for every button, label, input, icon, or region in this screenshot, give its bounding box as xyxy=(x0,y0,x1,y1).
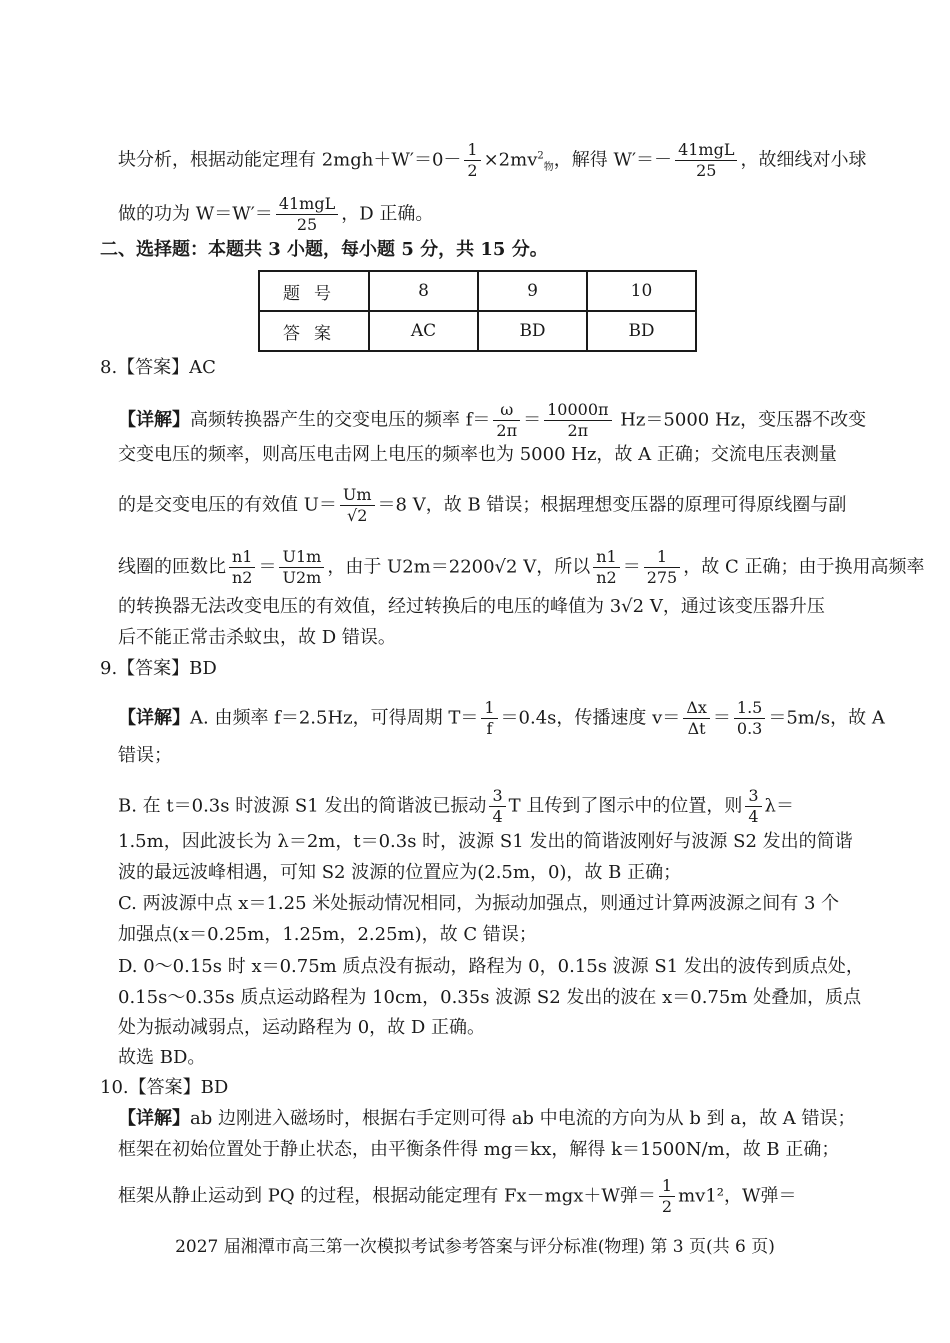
text-line: 的转换器无法改变电压的有效值，经过转换后的电压的峰值为 3√2 V，通过该变压器升压 xyxy=(118,596,825,617)
text-segment: ＝ xyxy=(712,707,731,729)
superscript: 2 xyxy=(537,150,544,162)
text-line xyxy=(118,1176,797,1217)
subscript: 物 xyxy=(543,162,554,174)
fraction xyxy=(675,140,737,181)
text-segment: 框架从静止运动到 PQ 的过程，根据动能定理有 Fx－mgx＋W弹＝ xyxy=(118,1185,656,1207)
text-segment: mv1²，W弹＝ xyxy=(678,1185,797,1207)
text-line xyxy=(118,485,846,526)
fraction-denominator: U2m xyxy=(282,568,322,587)
fraction xyxy=(464,140,480,181)
fraction-denominator: 2 xyxy=(467,161,478,180)
text-segment: A. 由频率 f＝2.5Hz，可得周期 T＝ xyxy=(190,707,479,729)
text-line: 框架在初始位置处于静止状态，由平衡条件得 mg＝kx，解得 k＝1500N/m，故 B 正确； xyxy=(118,1139,840,1160)
fraction-denominator: Δt xyxy=(687,719,706,738)
fraction xyxy=(659,1176,675,1217)
fraction-numerator: 41mgL xyxy=(675,140,737,161)
explanation-label: 【详解】 xyxy=(118,409,190,431)
fraction-denominator: √2 xyxy=(347,506,368,525)
fraction-numerator: 1 xyxy=(644,547,681,568)
fraction xyxy=(683,698,710,739)
fraction-numerator: U1m xyxy=(279,547,324,568)
text-line: 0.15s～0.35s 质点运动路程为 10cm，0.35s 波源 S2 发出的波在 x＝0.75m 处叠加，质点 xyxy=(118,987,862,1008)
table-cell: 8 xyxy=(369,271,478,311)
table-row xyxy=(259,311,696,351)
table-row xyxy=(259,271,696,311)
text-segment: ，故细线对小球 xyxy=(740,149,867,171)
fraction-denominator: f xyxy=(486,719,493,738)
text-segment: T 且传到了图示中的位置，则 xyxy=(508,795,743,817)
text-line xyxy=(118,1107,856,1131)
text-segment: ＝ xyxy=(622,556,641,578)
fraction-numerator: 1 xyxy=(464,140,480,161)
explanation-label: 【详解】 xyxy=(118,707,190,729)
fraction xyxy=(745,786,761,827)
fraction xyxy=(276,194,338,235)
fraction-numerator: 41mgL xyxy=(276,194,338,215)
page-footer: 2027 届湘潭市高三第一次模拟考试参考答案与评分标准(物理) 第 3 页(共 6 页) xyxy=(175,1237,775,1257)
text-segment: ＝ xyxy=(258,556,277,578)
fraction-numerator: n1 xyxy=(229,547,255,568)
fraction-numerator: n1 xyxy=(593,547,619,568)
fraction xyxy=(734,698,765,739)
text-line: C. 两波源中点 x＝1.25 米处振动情况相同，为振动加强点，则通过计算两波源之间有 3 个 xyxy=(118,893,840,914)
fraction-denominator: 25 xyxy=(696,161,717,180)
fraction xyxy=(229,547,255,588)
text-line: 交变电压的频率，则高压电击网上电压的频率也为 5000 Hz，故 A 正确；交流电压表测量 xyxy=(118,444,837,465)
fraction xyxy=(593,547,619,588)
fraction xyxy=(544,400,611,441)
fraction-numerator: ω xyxy=(493,400,520,421)
text-line xyxy=(118,698,885,739)
question-10-answer: 10.【答案】BD xyxy=(100,1077,229,1098)
table-cell: AC xyxy=(369,311,478,351)
table-cell: 10 xyxy=(587,271,696,311)
table-header-cell: 题号 xyxy=(259,271,369,311)
table-header-cell: 答案 xyxy=(259,311,369,351)
text-segment: 线圈的匝数比 xyxy=(118,556,226,578)
text-segment: B. 在 t＝0.3s 时波源 S1 发出的简谐波已振动 xyxy=(118,795,487,817)
fraction xyxy=(493,400,520,441)
fraction xyxy=(279,547,324,588)
fraction-numerator: 3 xyxy=(745,786,761,807)
question-9-answer: 9.【答案】BD xyxy=(100,658,217,679)
text-line: 处为振动减弱点，运动路程为 0，故 D 正确。 xyxy=(118,1017,486,1038)
fraction-denominator: 275 xyxy=(646,568,678,587)
fraction-numerator: 1 xyxy=(481,698,497,719)
text-segment: ，D 正确。 xyxy=(341,203,434,225)
text-segment: 做的功为 W＝W′＝ xyxy=(118,203,273,225)
text-line: 波的最远波峰相遇，可知 S2 波源的位置应为(2.5m，0)，故 B 正确； xyxy=(118,862,682,883)
text-segment: ＝ xyxy=(523,409,542,431)
text-segment: 的是交变电压的有效值 U＝ xyxy=(118,494,337,516)
text-segment: ，故 C 正确；由于换用高频率 xyxy=(683,556,925,578)
text-segment: ，解得 W′＝－ xyxy=(553,149,673,171)
fraction-denominator: 0.3 xyxy=(736,719,763,738)
fraction-denominator: 2π xyxy=(496,421,518,440)
table-cell: BD xyxy=(478,311,587,351)
text-line: 1.5m，因此波长为 λ＝2m，t＝0.3s 时，波源 S1 发出的简谐波刚好与波源 S2 发出的简谐 xyxy=(118,831,853,852)
text-line xyxy=(118,400,866,441)
fraction xyxy=(340,485,375,526)
text-segment: ＝0.4s，传播速度 v＝ xyxy=(500,707,681,729)
fraction-numerator: 1.5 xyxy=(734,698,765,719)
fraction-numerator: Um xyxy=(340,485,375,506)
fraction xyxy=(644,547,681,588)
text-line: 加强点(x＝0.25m，1.25m，2.25m)，故 C 错误； xyxy=(118,924,537,945)
fraction-numerator: 10000π xyxy=(544,400,611,421)
fraction-denominator: 2 xyxy=(661,1197,673,1216)
explanation-label: 【详解】 xyxy=(118,1108,190,1129)
text-line: 错误； xyxy=(118,745,172,766)
text-line: 故选 BD。 xyxy=(118,1047,206,1068)
text-segment: ，由于 U2m＝2200√2 V，所以 xyxy=(327,556,591,578)
fraction-denominator: n2 xyxy=(232,568,253,587)
text-line: 后不能正常击杀蚊虫，故 D 错误。 xyxy=(118,627,396,648)
fraction-numerator: 3 xyxy=(489,786,505,807)
text-segment: ab 边刚进入磁场时，根据右手定则可得 ab 中电流的方向为从 b 到 a，故 A 错误； xyxy=(190,1108,856,1129)
fraction-numerator: 1 xyxy=(659,1176,675,1197)
text-segment: ×2mv xyxy=(483,149,538,171)
text-segment: λ＝ xyxy=(764,795,794,817)
text-line xyxy=(118,140,866,181)
fraction-denominator: 25 xyxy=(296,215,318,234)
fraction-denominator: n2 xyxy=(596,568,617,587)
table-cell: 9 xyxy=(478,271,587,311)
text-segment: ＝8 V，故 B 错误；根据理想变压器的原理可得原线圈与副 xyxy=(377,494,847,516)
text-line: D. 0～0.15s 时 x＝0.75m 质点没有振动，路程为 0，0.15s 波源 S1 发出的波传到质点处， xyxy=(118,956,864,977)
text-segment: 块分析，根据动能定理有 2mgh＋W′＝0－ xyxy=(118,149,462,171)
text-line xyxy=(118,194,433,235)
text-line xyxy=(118,786,794,827)
answer-table xyxy=(258,270,697,352)
fraction-denominator: 4 xyxy=(492,807,503,826)
fraction xyxy=(481,698,497,739)
table-cell: BD xyxy=(587,311,696,351)
fraction xyxy=(489,786,505,827)
question-8-answer: 8.【答案】AC xyxy=(100,357,216,378)
section-heading: 二、选择题：本题共 3 小题，每小题 5 分，共 15 分。 xyxy=(100,239,548,260)
text-segment: 高频转换器产生的交变电压的频率 f＝ xyxy=(190,409,491,431)
text-segment: Hz＝5000 Hz，变压器不改变 xyxy=(614,409,867,431)
fraction-denominator: 2π xyxy=(567,421,589,440)
text-segment: ＝5m/s，故 A xyxy=(768,707,885,729)
text-line xyxy=(118,547,924,588)
fraction-numerator: Δx xyxy=(683,698,710,719)
fraction-denominator: 4 xyxy=(748,807,759,826)
